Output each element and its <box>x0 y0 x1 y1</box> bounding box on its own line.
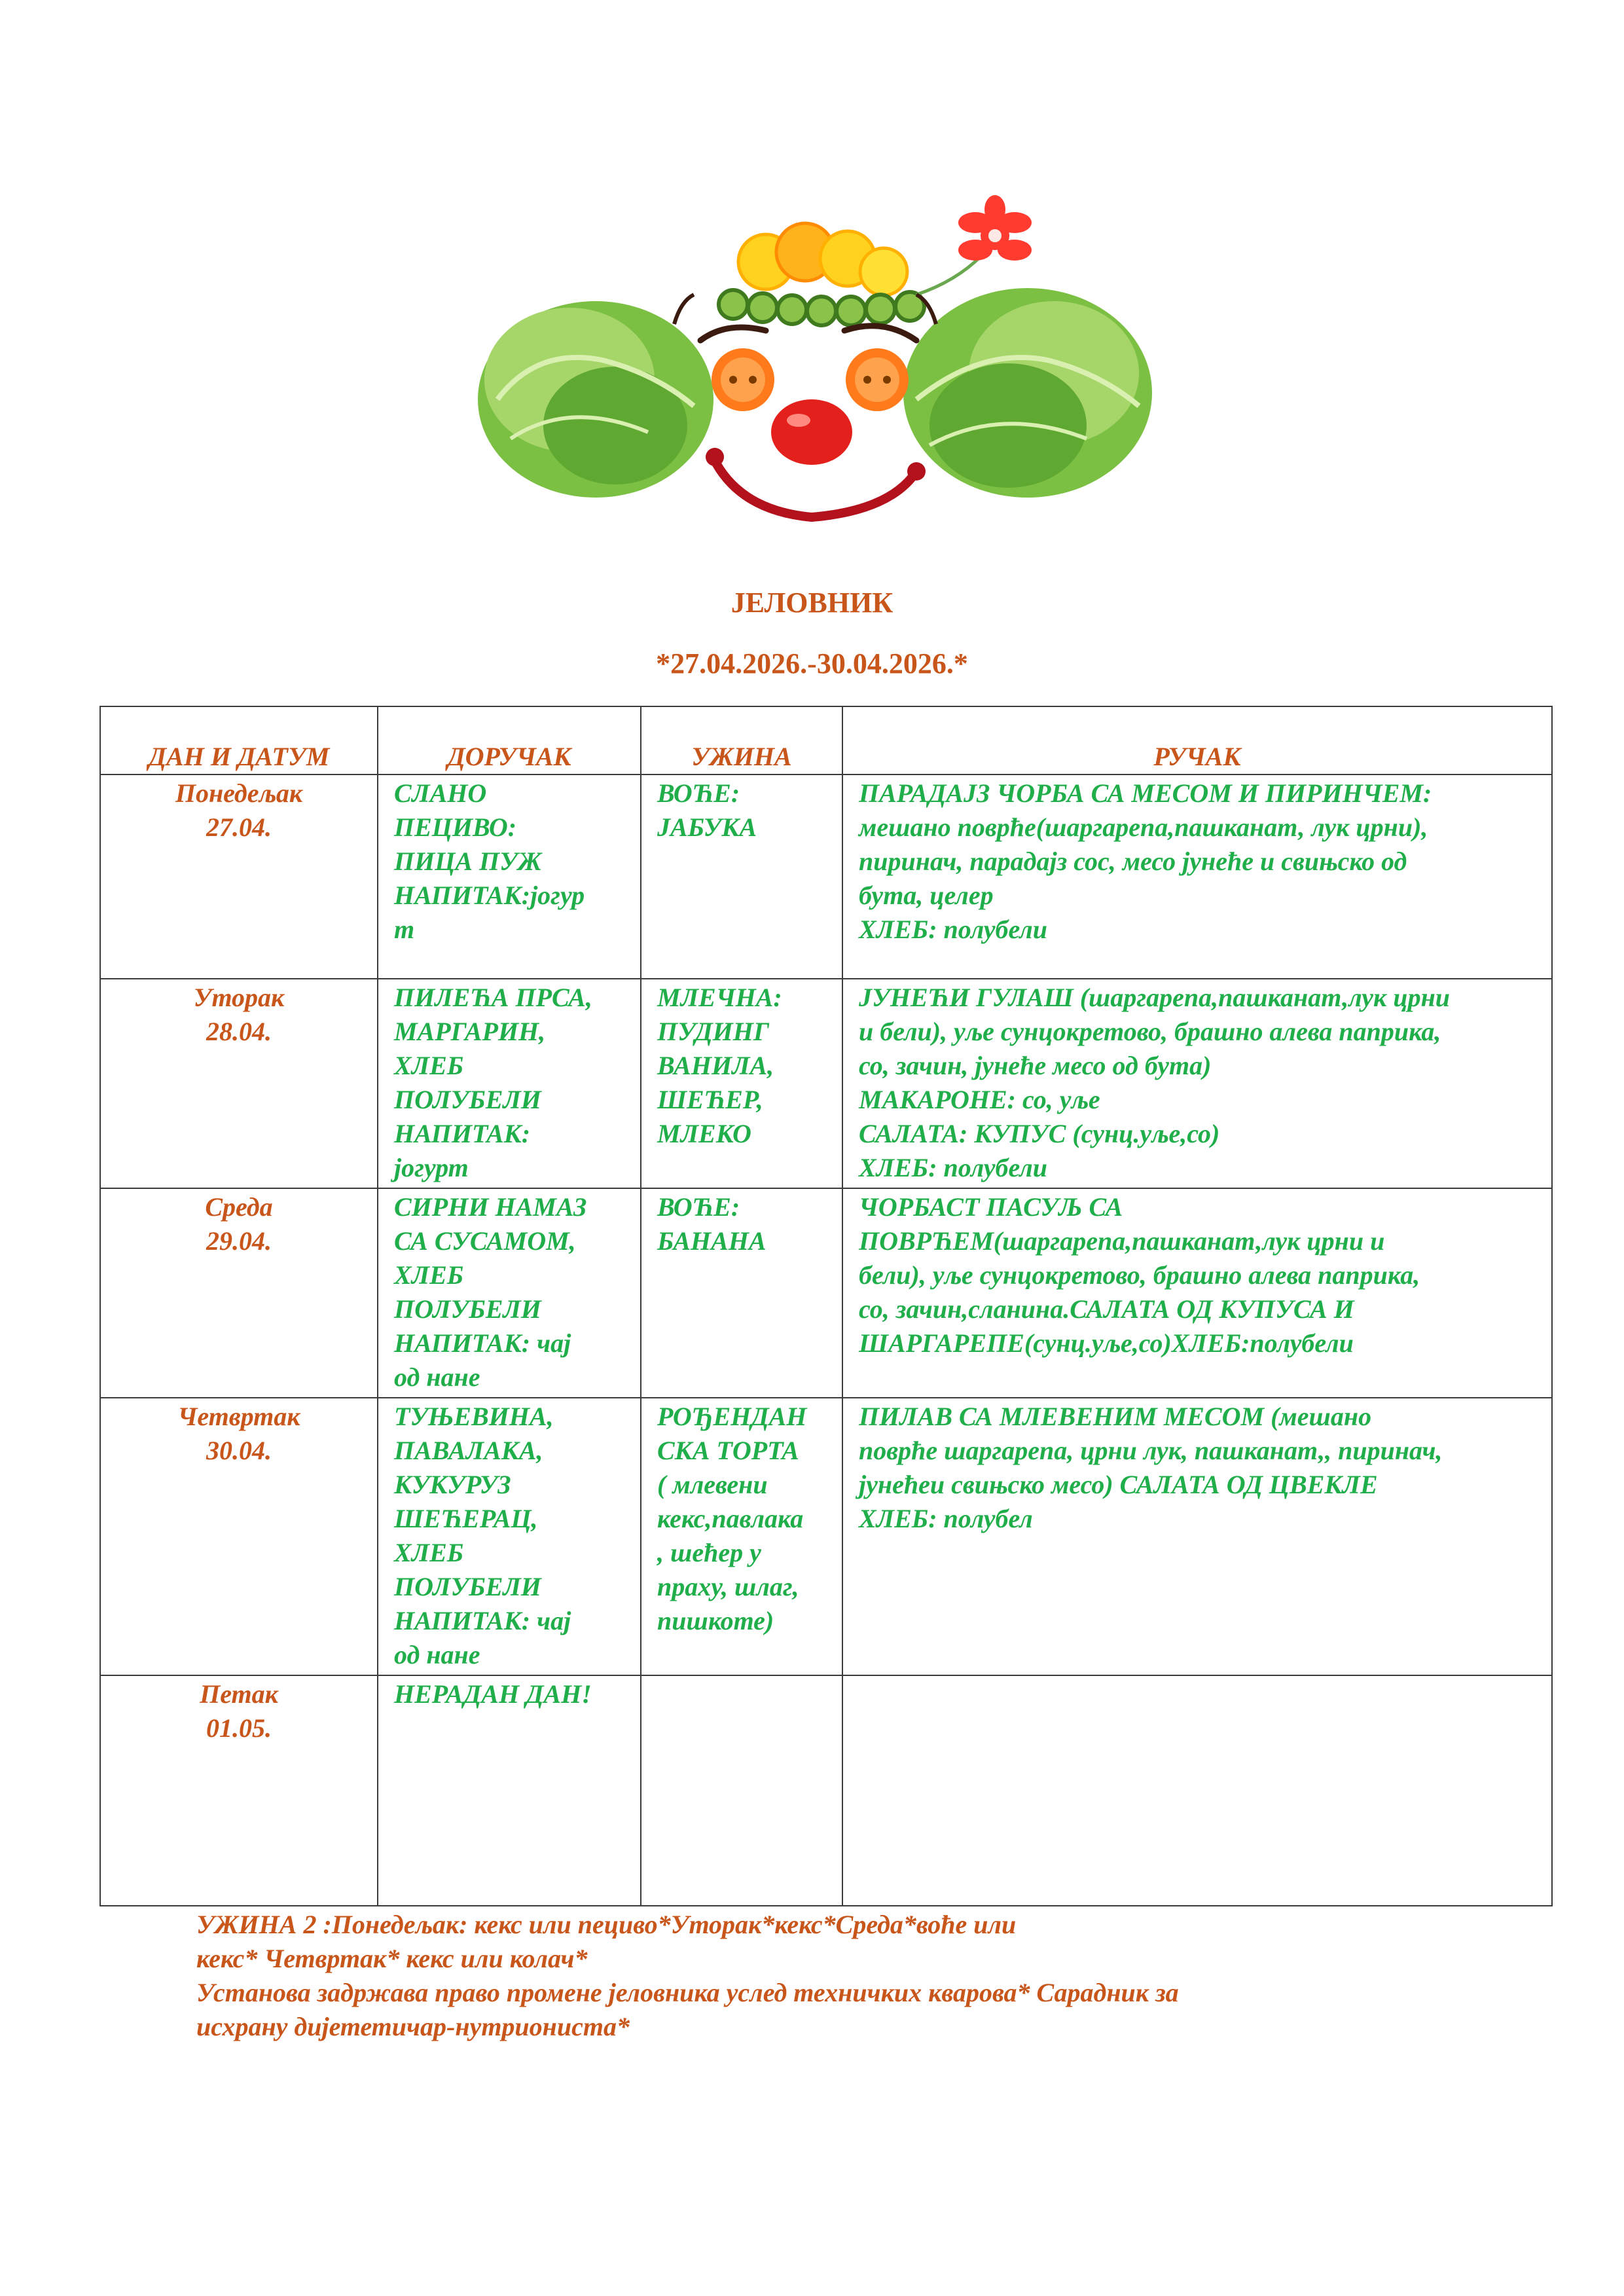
day-cell <box>100 774 378 979</box>
footer-notes <box>196 1908 1440 2044</box>
lunch-line: ХЛЕБ: полубел <box>859 1504 1033 1533</box>
day-name: Уторак <box>193 983 285 1012</box>
breakfast-line: НАПИТАК:јогур <box>394 881 585 910</box>
right-eyebrow-icon <box>844 326 916 340</box>
breakfast-line: СИРНИ НАМАЗ <box>394 1192 587 1222</box>
date-range: *27.04.2026.-30.04.2026.* <box>656 647 968 680</box>
snack-line: ЈАБУКА <box>657 812 757 842</box>
left-carrot-eye-icon <box>712 348 774 411</box>
lunch-cell <box>842 1188 1552 1398</box>
column-header-lunch: РУЧАК <box>842 706 1552 774</box>
table-row <box>100 1188 1552 1398</box>
footer-line: кекс* Четвртак* кекс или колач* <box>196 1944 588 1973</box>
column-header-day: ДАН И ДАТУМ <box>100 706 378 774</box>
breakfast-line: СА СУСАМОМ, <box>394 1226 576 1256</box>
day-date: 27.04. <box>206 812 272 842</box>
breakfast-line: ПЕЦИВО: <box>394 812 517 842</box>
table-header-row <box>100 706 1552 774</box>
snack-line: РОЂЕНДАН <box>657 1402 807 1431</box>
day-cell <box>100 1188 378 1398</box>
breakfast-line: ПИЦА ПУЖ <box>394 847 542 876</box>
lunch-line: ПОВРЋЕМ(шаргарепа,пашканат,лук црни и <box>859 1226 1385 1256</box>
lunch-line: со, зачин,сланина.САЛАТА ОД КУПУСА И <box>859 1294 1354 1324</box>
breakfast-line: ХЛЕБ <box>394 1260 464 1290</box>
breakfast-line: ТУЊЕВИНА, <box>394 1402 554 1431</box>
breakfast-line: ПИЛЕЋА ПРСА, <box>394 983 592 1012</box>
snack-cell <box>641 979 842 1188</box>
tomato-nose-icon <box>771 399 852 465</box>
breakfast-cell <box>378 1675 641 1906</box>
lunch-cell <box>842 1398 1552 1675</box>
citrus-hat-icon <box>738 223 907 295</box>
breakfast-line: ПАВАЛАКА, <box>394 1436 543 1465</box>
lunch-line: ШАРГАРЕПЕ(сунц.уље,со)ХЛЕБ:полубели <box>859 1328 1354 1358</box>
snack-line: праху, шлаг, <box>657 1572 799 1601</box>
lunch-line: бели), уље сунцокретово, брашно алева паприка, <box>859 1260 1420 1290</box>
lunch-cell <box>842 979 1552 1188</box>
breakfast-line: ПОЛУБЕЛИ <box>394 1294 541 1324</box>
breakfast-cell <box>378 979 641 1188</box>
right-carrot-eye-icon <box>846 348 909 411</box>
snack-cell <box>641 1188 842 1398</box>
table-row <box>100 1398 1552 1675</box>
day-name: Понедељак <box>175 778 303 808</box>
footer-line: Установа задржава право промене јеловника услед техничких кварова* Сарадник за <box>196 1978 1179 2007</box>
breakfast-line: СЛАНО <box>394 778 487 808</box>
snack-line: ( млевени <box>657 1470 768 1499</box>
footer-line: исхрану дијететичар-нутриониста* <box>196 2012 630 2041</box>
snack-line: СКА ТОРТА <box>657 1436 799 1465</box>
lunch-line: ХЛЕБ: полубели <box>859 915 1048 944</box>
menu-table <box>99 706 1553 1906</box>
footer-line: УЖИНА 2 :Понедељак: кекс или пециво*Уторак*кекс*Среда*воће или <box>196 1910 1017 1939</box>
lunch-line: и бели), уље сунцокретово, брашно алева паприка, <box>859 1017 1441 1046</box>
lunch-line: јунећеи свињско месо) САЛАТА ОД ЦВЕКЛЕ <box>859 1470 1378 1499</box>
lunch-line: поврће шаргарепа, црни лук, пашканат,, пиринач, <box>859 1436 1443 1465</box>
lunch-line: ПАРАДАЈЗ ЧОРБА СА МЕСОМ И ПИРИНЧЕМ: <box>859 778 1432 808</box>
strawberry-flower-icon <box>916 195 1032 295</box>
day-date: 01.05. <box>206 1713 272 1743</box>
column-header-snack: УЖИНА <box>641 706 842 774</box>
lunch-line: ЧОРБАСТ ПАСУЉ СА <box>859 1192 1123 1222</box>
breakfast-line: НЕРАДАН ДАН! <box>394 1679 592 1709</box>
day-cell <box>100 1675 378 1906</box>
day-date: 29.04. <box>206 1226 272 1256</box>
breakfast-line: НАПИТАК: чај <box>394 1328 571 1358</box>
breakfast-line: т <box>394 915 415 944</box>
table-row <box>100 1675 1552 1906</box>
snack-line: ПУДИНГ <box>657 1017 770 1046</box>
day-date: 30.04. <box>206 1436 272 1465</box>
lunch-line: со, зачин, јунеће месо од бута) <box>859 1051 1212 1080</box>
lunch-line: мешано поврће(шаргарепа,пашканат, лук црни), <box>859 812 1428 842</box>
snack-line: кекс,павлака <box>657 1504 804 1533</box>
lunch-line: ПИЛАВ СА МЛЕВЕНИМ МЕСОМ (мешано <box>859 1402 1372 1431</box>
day-cell <box>100 979 378 1188</box>
left-eyebrow-icon <box>700 327 766 340</box>
breakfast-line: јогурт <box>394 1153 469 1182</box>
page-title: ЈЕЛОВНИК <box>731 587 893 619</box>
day-name: Среда <box>205 1192 273 1222</box>
snack-line: МЛЕЧНА: <box>657 983 782 1012</box>
breakfast-line: ХЛЕБ <box>394 1538 464 1567</box>
day-name: Четвртак <box>177 1402 300 1431</box>
snack-line: пишкоте) <box>657 1606 774 1635</box>
breakfast-line: ШЕЋЕРАЦ, <box>394 1504 538 1533</box>
lunch-line: ХЛЕБ: полубели <box>859 1153 1048 1182</box>
day-date: 28.04. <box>206 1017 272 1046</box>
snack-line: БАНАНА <box>657 1226 767 1256</box>
lunch-cell <box>842 1675 1552 1906</box>
snack-line: , шећер у <box>657 1538 761 1567</box>
right-lettuce-icon <box>903 288 1152 498</box>
day-cell <box>100 1398 378 1675</box>
snack-cell <box>641 1675 842 1906</box>
snack-line: МЛЕКО <box>657 1119 751 1148</box>
lunch-line: бута, целер <box>859 881 994 910</box>
breakfast-cell <box>378 1188 641 1398</box>
ketchup-smile-icon <box>713 458 916 517</box>
left-lettuce-icon <box>478 301 713 498</box>
column-header-breakfast: ДОРУЧАК <box>378 706 641 774</box>
breakfast-line: КУКУРУЗ <box>394 1470 511 1499</box>
lunch-line: САЛАТА: КУПУС (сунц.уље,со) <box>859 1119 1220 1148</box>
snack-cell <box>641 1398 842 1675</box>
snack-line: ВАНИЛА, <box>657 1051 774 1080</box>
breakfast-line: од нане <box>394 1362 480 1392</box>
breakfast-cell <box>378 774 641 979</box>
breakfast-line: ХЛЕБ <box>394 1051 464 1080</box>
breakfast-line: МАРГАРИН, <box>394 1017 546 1046</box>
vegetable-clown-face-illustration <box>458 183 1165 576</box>
table-row <box>100 979 1552 1188</box>
cucumber-brim-icon <box>719 290 924 325</box>
snack-line: ВОЋЕ: <box>657 778 740 808</box>
lunch-line: пиринач, парадајз сос, месо јунеће и свињско од <box>859 847 1407 876</box>
breakfast-line: ПОЛУБЕЛИ <box>394 1085 541 1114</box>
breakfast-line: НАПИТАК: <box>394 1119 531 1148</box>
table-row <box>100 774 1552 979</box>
snack-line: ШЕЋЕР, <box>657 1085 763 1114</box>
snack-cell <box>641 774 842 979</box>
snack-line: ВОЋЕ: <box>657 1192 740 1222</box>
lunch-line: ЈУНЕЋИ ГУЛАШ (шаргарепа,пашканат,лук црни <box>859 983 1451 1012</box>
lunch-cell <box>842 774 1552 979</box>
breakfast-line: од нане <box>394 1640 480 1669</box>
lunch-line: МАКАРОНЕ: со, уље <box>859 1085 1100 1114</box>
breakfast-line: НАПИТАК: чај <box>394 1606 571 1635</box>
day-name: Петак <box>200 1679 278 1709</box>
breakfast-cell <box>378 1398 641 1675</box>
breakfast-line: ПОЛУБЕЛИ <box>394 1572 541 1601</box>
